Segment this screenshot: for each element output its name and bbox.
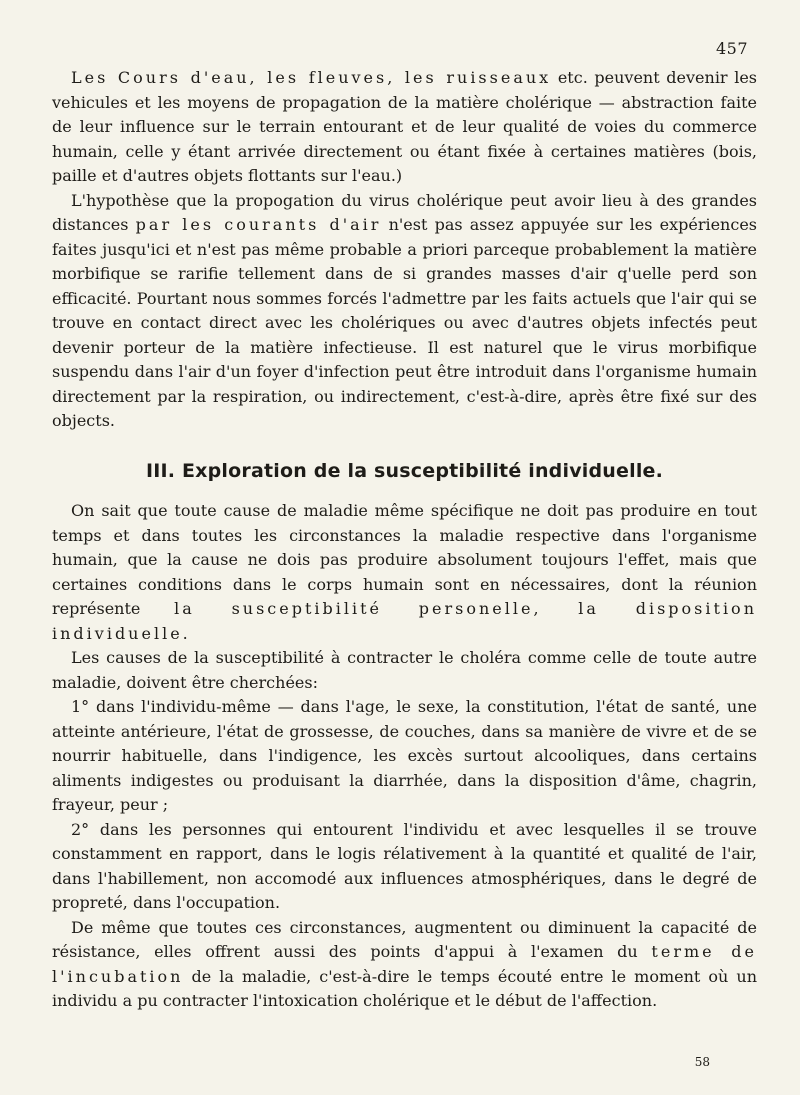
paragraph-air-currents (52, 189, 757, 434)
paragraph-text: etc. peuvent devenir les vehicules et les moyens de propagation de la matière cholérique — abstraction faite de leur influence sur le terrain entourant et de leur qualité de voies du commerce humain, celle y étant arrivée directement ou étant fixée à certaines matières (bois, paille et d'autres objets flottants sur l'eau.) (52, 68, 758, 185)
paragraph-text: n'est pas assez appuyée sur les expériences faites jusqu'ici et n'est pas même probable a priori parceque probablement la matière morbifique se rarifie tellement dans de si grandes masses d'air q'uelle perd son efficacité. Pourtant nous sommes forcés l'admettre par les faits actuels que l'air qui se trouve en contact direct avec les cholériques ou avec d'autres objets infectés peut devenir porteur de la matière infectieuse. Il est naturel que le virus morbifique suspendu dans l'air d'un foyer d'infection peut être introduit dans l'organisme humain directement par la respiration, ou indirectement, c'est-à-dire, après être fixé sur des objects. (52, 215, 757, 430)
page-number: 457 (715, 39, 748, 58)
paragraph-incubation (52, 916, 757, 1014)
paragraph-text: De même que toutes ces circonstances, augmentent ou diminuent la capacité de résistance, elles offrent aussi des points d'appui à l'examen du (52, 917, 757, 961)
body-text (52, 66, 757, 1014)
paragraph-surrounding-causes: 2° dans les personnes qui entourent l'individu et avec lesquelles il se trouve constamment en rapport, dans le logis rélativement à la quantité et qualité de l'air, dans l'habillement, non accomodé aux influences atmosphériques, dans le degré de propreté, dans l'occupation. (52, 819, 757, 912)
paragraph-text: de la maladie, c'est-à-dire le temps écouté entre le moment où un individu a pu contracter l'intoxication cholérique et le début de l'affection. (52, 966, 757, 1010)
paragraph-text: L'hypothèse que la propogation du virus cholérique peut avoir lieu à des grandes distances (52, 190, 757, 234)
paragraph-susceptibility (52, 499, 757, 646)
paragraph-water-courses (52, 66, 757, 189)
printer-signature-mark: 58 (694, 1055, 710, 1069)
emphasized-text: la susceptibilité personelle, la disposition individuelle. (52, 599, 757, 643)
emphasized-text: par les courants d'air (135, 215, 382, 234)
section-heading: III. Exploration de la susceptibilité individuelle. (145, 459, 664, 482)
paragraph-individual-causes: 1° dans l'individu-même — dans l'age, le sexe, la constitution, l'état de santé, une atteinte antérieure, l'état de grossesse, de couches, dans sa manière de vivre et de se nourrir habituelle, dans l'indigence, les excès surtout alcooliques, dans certains aliments indigestes ou produisant la diarrhée, dans la disposition d'âme, chagrin, frayeur, peur ; (52, 697, 757, 814)
paragraph-causes: Les causes de la susceptibilité à contracter le choléra comme celle de toute autre maladie, doivent être cherchées: (52, 648, 757, 692)
emphasized-text: terme de l'incubation (52, 942, 758, 986)
emphasized-text: Les Cours d'eau, les fleuves, les ruisseaux (71, 68, 552, 87)
paragraph-text: On sait que toute cause de maladie même spécifique ne doit pas produire en tout temps et dans toutes les circonstances la maladie respective dans l'organisme humain, que la cause ne dois pas produire absolument toujours l'effet, mais que certaines conditions dans le corps humain sont en nécessaires, dont la réunion représente (52, 501, 757, 618)
